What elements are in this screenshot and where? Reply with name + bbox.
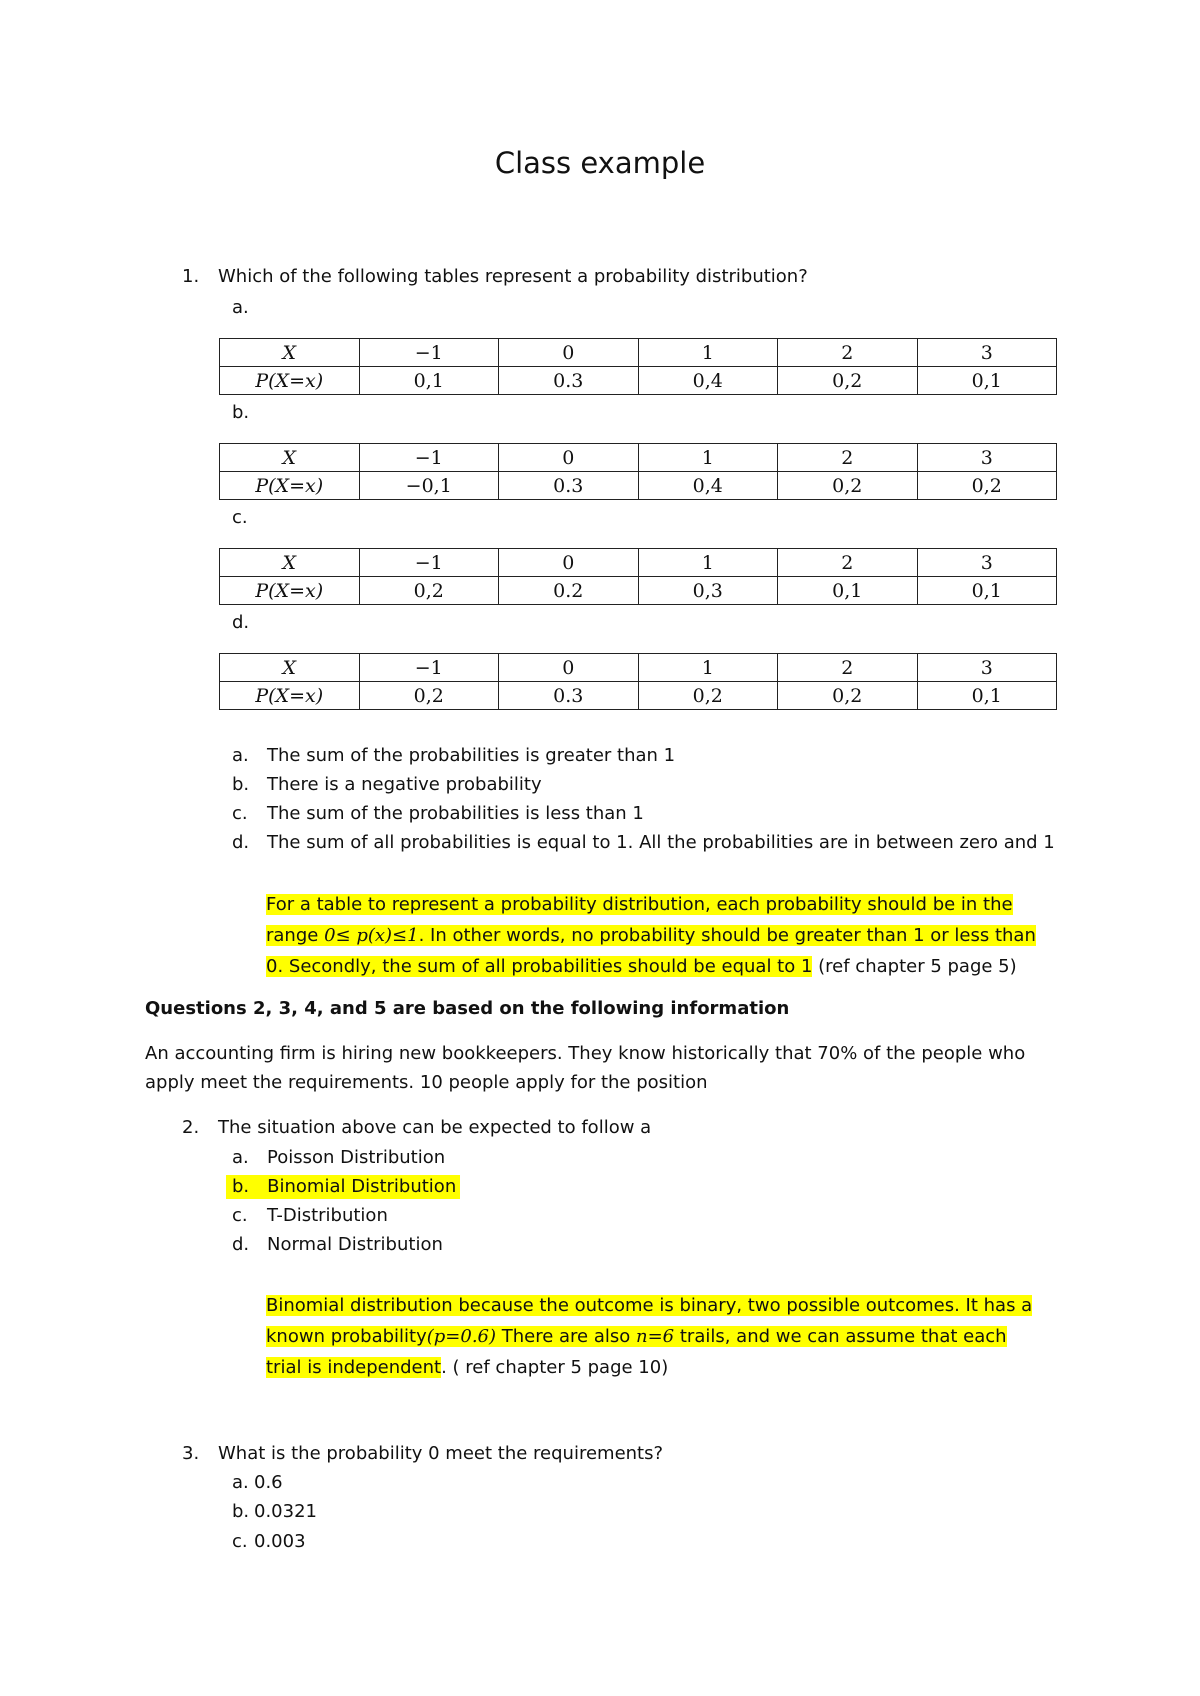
answer-letter: d.	[232, 832, 250, 853]
p-value: 0,4	[638, 472, 778, 500]
explanation-line: range	[266, 925, 325, 946]
x-value: 1	[638, 444, 778, 472]
x-value: 3	[917, 549, 1057, 577]
p-value: 0,1	[917, 682, 1057, 710]
p-value: 0.3	[499, 472, 639, 500]
row-header-p: P(X=x)	[220, 682, 360, 710]
q1-text: Which of the following tables represent a probability distribution?	[218, 266, 808, 287]
p-value: 0.3	[499, 682, 639, 710]
option-letter: b.	[232, 1501, 250, 1522]
x-value: 0	[499, 549, 639, 577]
option-letter: a.	[232, 1147, 249, 1168]
x-value: −1	[359, 549, 499, 577]
p-value: 0,4	[638, 367, 778, 395]
option-text: Normal Distribution	[267, 1234, 443, 1255]
x-value: 2	[778, 654, 918, 682]
n-formula: n=6	[636, 1326, 675, 1347]
q2-text: The situation above can be expected to follow a	[218, 1117, 652, 1138]
x-value: −1	[359, 654, 499, 682]
option-text: 0.6	[254, 1472, 283, 1493]
q1-number: 1.	[182, 266, 200, 287]
selected-option	[226, 1175, 460, 1199]
p-value: −0,1	[359, 472, 499, 500]
p-value: 0,2	[778, 682, 918, 710]
explanation-line: There are also	[496, 1326, 636, 1347]
distribution-table-b	[219, 443, 1057, 500]
table-c-label: c.	[232, 507, 248, 528]
row-header-p: P(X=x)	[220, 577, 360, 605]
x-value: 1	[638, 654, 778, 682]
p-value: 0,2	[917, 472, 1057, 500]
row-header-x: X	[220, 654, 360, 682]
p-value: 0,2	[778, 472, 918, 500]
q3-number: 3.	[182, 1443, 200, 1464]
distribution-table-d	[219, 653, 1057, 710]
explanation-line: trial is independent	[266, 1357, 442, 1378]
q2-explanation	[266, 1290, 1066, 1383]
x-value: 3	[917, 339, 1057, 367]
p-value: 0,1	[917, 367, 1057, 395]
option-letter: b.	[232, 1176, 250, 1197]
option-letter: c.	[232, 1531, 248, 1552]
option-text: 0.003	[254, 1531, 306, 1552]
p-value: 0.3	[499, 367, 639, 395]
x-value: −1	[359, 339, 499, 367]
x-value: 0	[499, 654, 639, 682]
row-header-p: P(X=x)	[220, 367, 360, 395]
info-heading: Questions 2, 3, 4, and 5 are based on the following information	[145, 998, 790, 1019]
answer-letter: b.	[232, 774, 250, 795]
q1-explanation	[266, 889, 1066, 982]
answer-letter: c.	[232, 803, 248, 824]
option-letter: c.	[232, 1205, 248, 1226]
table-a-label: a.	[232, 297, 249, 318]
explanation-line: Binomial distribution because the outcome is binary, two possible outcomes. It has a	[266, 1295, 1033, 1316]
x-value: 2	[778, 339, 918, 367]
option-text: 0.0321	[254, 1501, 317, 1522]
answer-text: The sum of the probabilities is less than 1	[267, 803, 644, 824]
chapter-reference: . ( ref chapter 5 page 10)	[441, 1357, 669, 1378]
option-text: Binomial Distribution	[267, 1176, 457, 1197]
explanation-line: For a table to represent a probability distribution, each probability should be in the	[266, 894, 1013, 915]
explanation-line: . In other words, no probability should be greater than 1 or less than	[418, 925, 1036, 946]
x-value: 1	[638, 549, 778, 577]
p-value: 0,3	[638, 577, 778, 605]
p-value: 0,2	[638, 682, 778, 710]
answer-text: There is a negative probability	[267, 774, 542, 795]
p-value: 0.2	[499, 577, 639, 605]
page-title: Class example	[494, 146, 706, 180]
answer-text: The sum of the probabilities is greater than 1	[267, 745, 676, 766]
explanation-line: 0. Secondly, the sum of all probabilities should be equal to 1	[266, 956, 813, 977]
x-value: 2	[778, 444, 918, 472]
row-header-x: X	[220, 549, 360, 577]
range-formula: 0≤ p(x)≤1	[324, 925, 419, 946]
x-value: 1	[638, 339, 778, 367]
q2-number: 2.	[182, 1117, 200, 1138]
chapter-reference: (ref chapter 5 page 5)	[812, 956, 1017, 977]
q3-text: What is the probability 0 meet the requirements?	[218, 1443, 664, 1464]
row-header-x: X	[220, 444, 360, 472]
answer-text: The sum of all probabilities is equal to 1. All the probabilities are in between zero and 1	[267, 832, 1055, 853]
table-b-label: b.	[232, 402, 250, 423]
row-header-x: X	[220, 339, 360, 367]
distribution-table-c	[219, 548, 1057, 605]
explanation-line: trails, and we can assume that each	[674, 1326, 1007, 1347]
p-value: 0,1	[778, 577, 918, 605]
row-header-p: P(X=x)	[220, 472, 360, 500]
p-value: 0,2	[778, 367, 918, 395]
x-value: 0	[499, 339, 639, 367]
p-value: 0,1	[917, 577, 1057, 605]
answer-letter: a.	[232, 745, 249, 766]
info-text: apply meet the requirements. 10 people apply for the position	[145, 1072, 708, 1093]
p-value: 0,2	[359, 682, 499, 710]
p-value: 0,2	[359, 577, 499, 605]
x-value: 2	[778, 549, 918, 577]
table-d-label: d.	[232, 612, 250, 633]
p-formula: (p=0.6)	[426, 1326, 497, 1347]
x-value: 3	[917, 654, 1057, 682]
x-value: −1	[359, 444, 499, 472]
x-value: 0	[499, 444, 639, 472]
option-text: Poisson Distribution	[267, 1147, 446, 1168]
info-text: An accounting firm is hiring new bookkeepers. They know historically that 70% of the people who	[145, 1043, 1026, 1064]
distribution-table-a	[219, 338, 1057, 395]
option-letter: d.	[232, 1234, 250, 1255]
x-value: 3	[917, 444, 1057, 472]
option-letter: a.	[232, 1472, 249, 1493]
option-text: T-Distribution	[267, 1205, 388, 1226]
explanation-line: known probability	[266, 1326, 427, 1347]
p-value: 0,1	[359, 367, 499, 395]
